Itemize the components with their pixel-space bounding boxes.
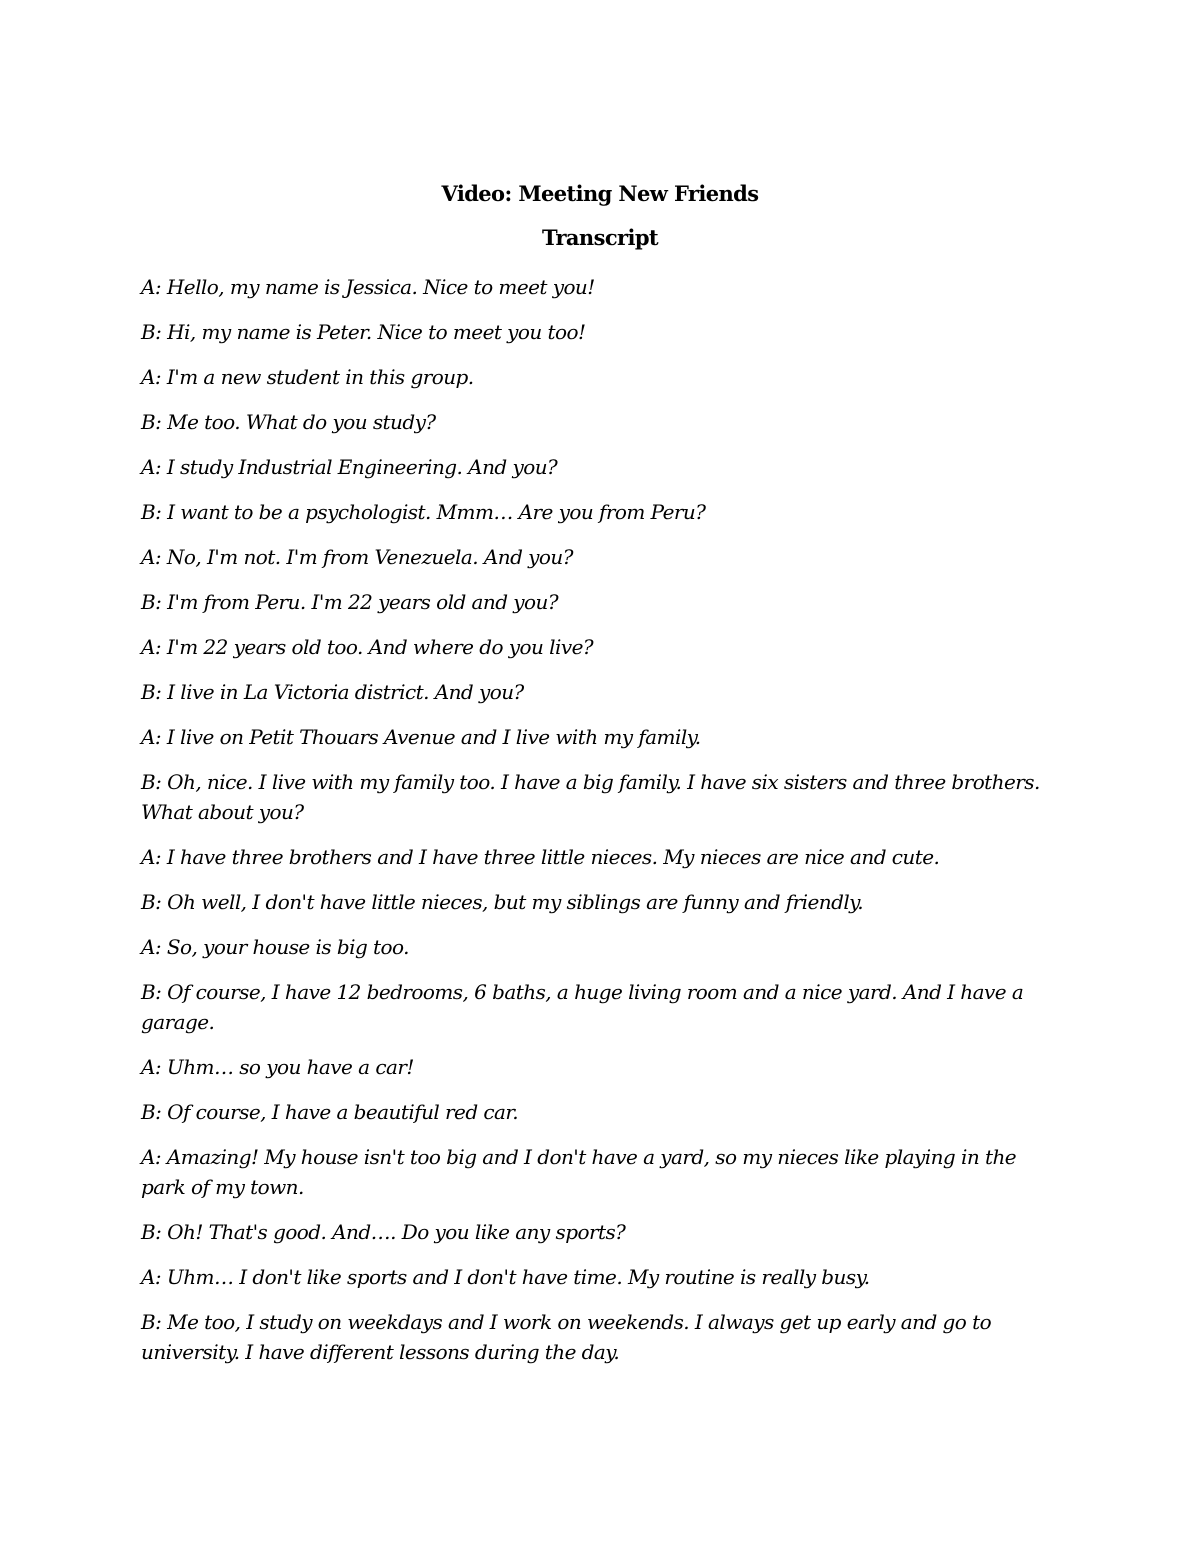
- transcript-line: B: Of course, I have a beautiful red car.: [141, 1100, 519, 1124]
- transcript-line: A: Uhm… I don't like sports and I don't have time. My routine is really busy.: [141, 1265, 870, 1289]
- transcript-line: A: I have three brothers and I have three little nieces. My nieces are nice and cute.: [141, 845, 940, 869]
- transcript-line: B: I live in La Victoria district. And you?: [141, 680, 524, 704]
- transcript-list: [141, 272, 1041, 1382]
- transcript-line: A: No, I'm not. I'm from Venezuela. And you?: [141, 545, 573, 569]
- transcript-line: A: Amazing! My house isn't too big and I don't have a yard, so my nieces like playing in the park of my town.: [141, 1145, 1017, 1199]
- document-subtitle: Transcript: [541, 225, 659, 250]
- transcript-line: A: Hello, my name is Jessica. Nice to meet you!: [141, 275, 595, 299]
- document-title: Video: Meeting New Friends: [441, 181, 759, 206]
- transcript-line: B: Hi, my name is Peter. Nice to meet you too!: [141, 320, 586, 344]
- transcript-line: B: Me too. What do you study?: [141, 410, 436, 434]
- transcript-line: B: Oh! That's good. And…. Do you like any sports?: [141, 1220, 626, 1244]
- transcript-line: A: I'm 22 years old too. And where do you live?: [141, 635, 594, 659]
- transcript-line: B: I want to be a psychologist. Mmm… Are you from Peru?: [141, 500, 706, 524]
- transcript-line: B: Of course, I have 12 bedrooms, 6 baths, a huge living room and a nice yard. And I have a garage.: [141, 980, 1024, 1034]
- transcript-line: B: I'm from Peru. I'm 22 years old and you?: [141, 590, 559, 614]
- transcript-line: B: Oh, nice. I live with my family too. I have a big family. I have six sisters and three brothers. What about you?: [141, 770, 1040, 824]
- transcript-line: B: Oh well, I don't have little nieces, but my siblings are funny and friendly.: [141, 890, 864, 914]
- transcript-line: A: So, your house is big too.: [141, 935, 409, 959]
- transcript-line: A: Uhm… so you have a car!: [141, 1055, 414, 1079]
- transcript-line: A: I'm a new student in this group.: [141, 365, 474, 389]
- transcript-line: B: Me too, I study on weekdays and I work on weekends. I always get up early and go to university. I have different lessons during the day.: [141, 1310, 992, 1364]
- transcript-line: A: I study Industrial Engineering. And you?: [141, 455, 558, 479]
- transcript-line: A: I live on Petit Thouars Avenue and I live with my family.: [141, 725, 701, 749]
